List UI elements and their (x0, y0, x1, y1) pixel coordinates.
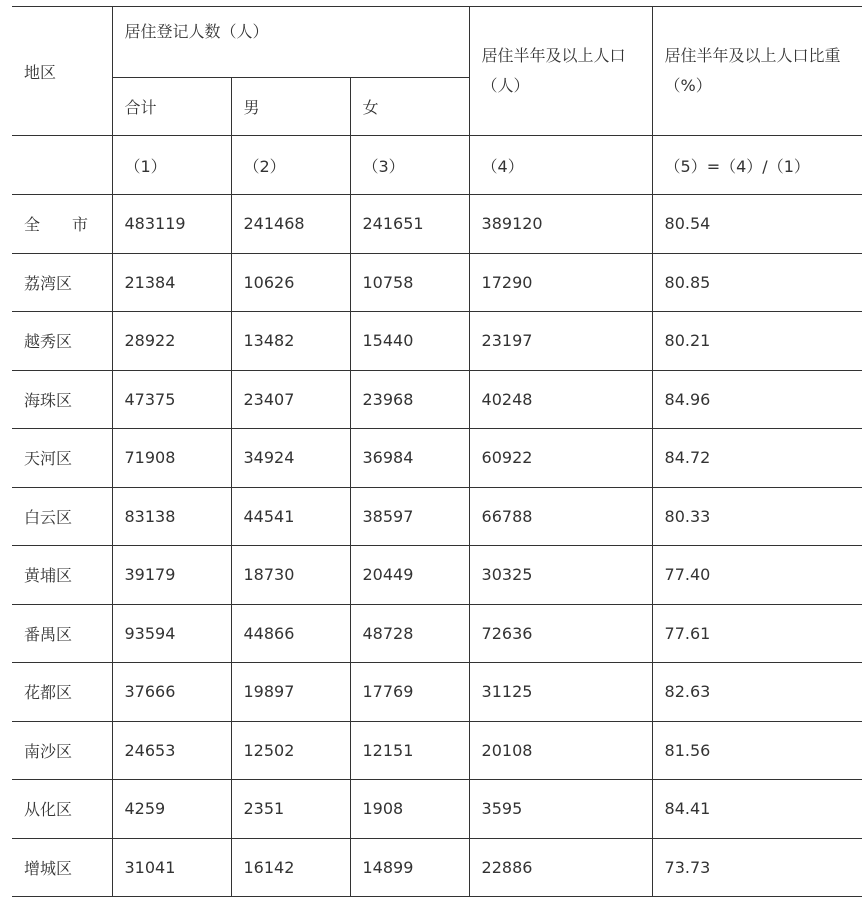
male-cell: 18730 (231, 546, 350, 605)
total-cell: 31041 (112, 838, 231, 897)
region-cell: 全 市 (12, 195, 112, 254)
ratio-cell: 77.40 (652, 546, 862, 605)
total-cell: 39179 (112, 546, 231, 605)
table-row (12, 312, 862, 371)
table-row (12, 663, 862, 722)
total-cell: 71908 (112, 429, 231, 488)
ratio-cell: 80.85 (652, 253, 862, 312)
population-table (12, 6, 862, 897)
header-male: 男 (231, 78, 350, 136)
region-cell: 白云区 (12, 487, 112, 546)
female-cell: 36984 (350, 429, 469, 488)
table-row (12, 253, 862, 312)
male-cell: 241468 (231, 195, 350, 254)
ratio-cell: 80.33 (652, 487, 862, 546)
ratio-cell: 73.73 (652, 838, 862, 897)
half-cell: 40248 (469, 370, 652, 429)
region-cell: 增城区 (12, 838, 112, 897)
male-cell: 19897 (231, 663, 350, 722)
total-cell: 93594 (112, 604, 231, 663)
female-cell: 10758 (350, 253, 469, 312)
ratio-cell: 80.21 (652, 312, 862, 371)
female-cell: 23968 (350, 370, 469, 429)
half-cell: 22886 (469, 838, 652, 897)
half-cell: 17290 (469, 253, 652, 312)
index-cell-5: （5）=（4）/（1） (652, 136, 862, 195)
total-cell: 37666 (112, 663, 231, 722)
population-table-container (12, 6, 862, 897)
female-cell: 14899 (350, 838, 469, 897)
female-cell: 1908 (350, 780, 469, 839)
header-region: 地区 (12, 7, 112, 136)
female-cell: 20449 (350, 546, 469, 605)
female-cell: 17769 (350, 663, 469, 722)
header-registered-group: 居住登记人数（人） (112, 7, 469, 78)
region-cell: 荔湾区 (12, 253, 112, 312)
table-row (12, 370, 862, 429)
male-cell: 44866 (231, 604, 350, 663)
table-row (12, 604, 862, 663)
table-row (12, 838, 862, 897)
total-cell: 483119 (112, 195, 231, 254)
region-cell: 越秀区 (12, 312, 112, 371)
half-cell: 31125 (469, 663, 652, 722)
male-cell: 23407 (231, 370, 350, 429)
female-cell: 12151 (350, 721, 469, 780)
ratio-cell: 77.61 (652, 604, 862, 663)
female-cell: 38597 (350, 487, 469, 546)
male-cell: 16142 (231, 838, 350, 897)
male-cell: 12502 (231, 721, 350, 780)
header-half-year-ratio: 居住半年及以上人口比重（%） (652, 7, 862, 136)
male-cell: 34924 (231, 429, 350, 488)
region-cell: 花都区 (12, 663, 112, 722)
region-cell: 南沙区 (12, 721, 112, 780)
table-row (12, 487, 862, 546)
header-half-year-pop: 居住半年及以上人口（人） (469, 7, 652, 136)
table-row (12, 195, 862, 254)
index-cell-4: （4） (469, 136, 652, 195)
half-cell: 60922 (469, 429, 652, 488)
region-cell: 从化区 (12, 780, 112, 839)
total-cell: 4259 (112, 780, 231, 839)
region-cell: 黄埔区 (12, 546, 112, 605)
header-row-1 (12, 7, 862, 78)
table-row (12, 780, 862, 839)
table-row (12, 721, 862, 780)
table-row (12, 429, 862, 488)
table-row (12, 546, 862, 605)
male-cell: 13482 (231, 312, 350, 371)
total-cell: 47375 (112, 370, 231, 429)
ratio-cell: 81.56 (652, 721, 862, 780)
ratio-cell: 82.63 (652, 663, 862, 722)
male-cell: 2351 (231, 780, 350, 839)
data-body (12, 195, 862, 897)
male-cell: 10626 (231, 253, 350, 312)
half-cell: 66788 (469, 487, 652, 546)
female-cell: 48728 (350, 604, 469, 663)
half-cell: 23197 (469, 312, 652, 371)
ratio-cell: 84.41 (652, 780, 862, 839)
header-total: 合计 (112, 78, 231, 136)
region-cell: 天河区 (12, 429, 112, 488)
ratio-cell: 84.96 (652, 370, 862, 429)
index-cell-2: （2） (231, 136, 350, 195)
ratio-cell: 80.54 (652, 195, 862, 254)
half-cell: 30325 (469, 546, 652, 605)
total-cell: 83138 (112, 487, 231, 546)
half-cell: 72636 (469, 604, 652, 663)
region-cell: 番禺区 (12, 604, 112, 663)
index-row (12, 136, 862, 195)
region-cell: 海珠区 (12, 370, 112, 429)
half-cell: 20108 (469, 721, 652, 780)
half-cell: 389120 (469, 195, 652, 254)
index-cell-empty (12, 136, 112, 195)
total-cell: 21384 (112, 253, 231, 312)
header-female: 女 (350, 78, 469, 136)
index-cell-3: （3） (350, 136, 469, 195)
total-cell: 24653 (112, 721, 231, 780)
female-cell: 15440 (350, 312, 469, 371)
index-cell-1: （1） (112, 136, 231, 195)
total-cell: 28922 (112, 312, 231, 371)
male-cell: 44541 (231, 487, 350, 546)
female-cell: 241651 (350, 195, 469, 254)
half-cell: 3595 (469, 780, 652, 839)
ratio-cell: 84.72 (652, 429, 862, 488)
